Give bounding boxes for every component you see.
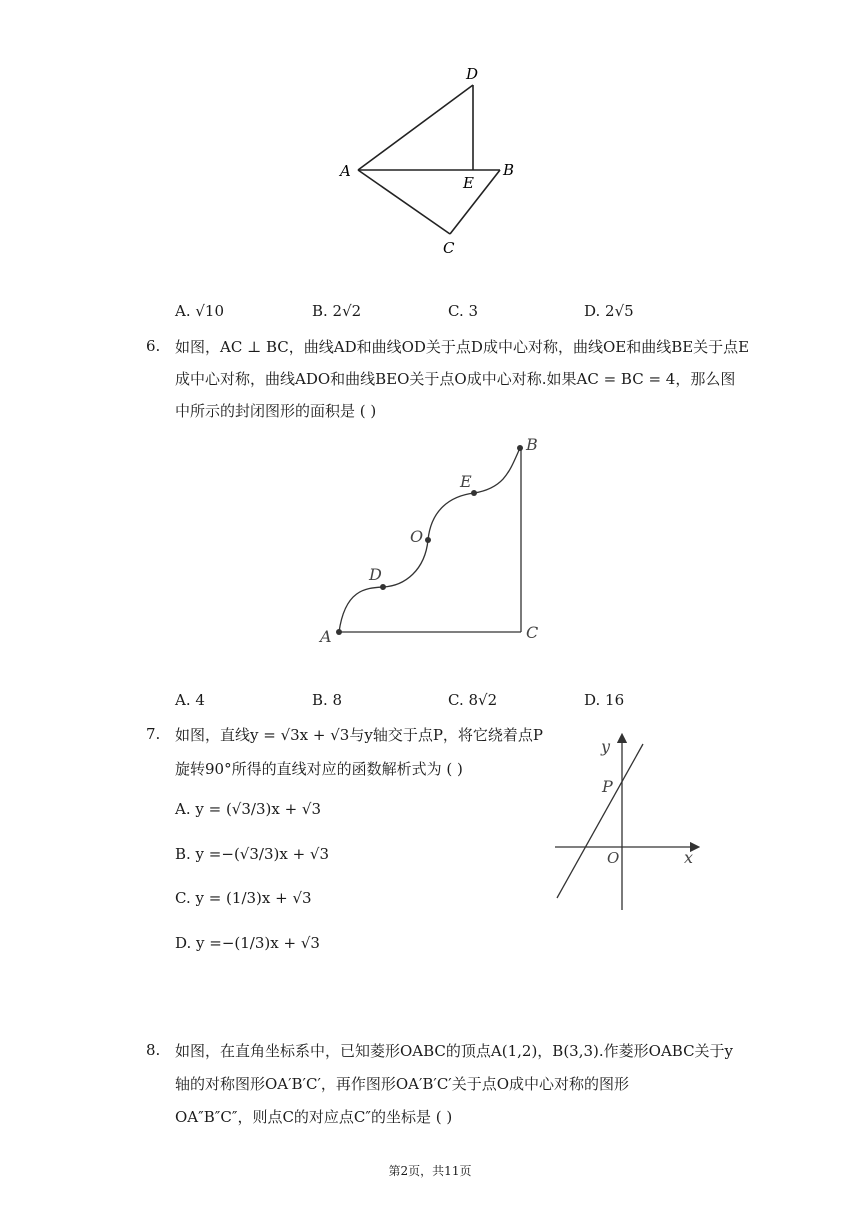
label-d: D: [466, 65, 479, 83]
label-e: E: [463, 174, 474, 192]
q7-option-c[interactable]: C. y = (1/3)x + √3: [175, 889, 312, 907]
label-e: E: [460, 472, 472, 491]
label-a: A: [320, 627, 332, 646]
label-b: B: [503, 161, 515, 179]
figure-coordinate-line: [545, 730, 705, 915]
q6-option-a[interactable]: A. 4: [175, 691, 205, 709]
q8-number: 8.: [146, 1041, 161, 1059]
page-footer: 第2页，共11页: [388, 1164, 472, 1178]
q5-option-b[interactable]: B. 2√2: [312, 302, 362, 320]
q6-option-d[interactable]: D. 16: [584, 691, 625, 709]
figure-curve-closed-shape: [310, 430, 550, 660]
q6-option-c[interactable]: C. 8√2: [448, 691, 498, 709]
q5-option-a[interactable]: A. √10: [175, 302, 225, 320]
label-y: y: [601, 737, 611, 756]
q6-option-b[interactable]: B. 8: [312, 691, 343, 709]
label-b: B: [526, 435, 538, 454]
label-p: P: [602, 777, 613, 796]
label-c: C: [443, 239, 455, 257]
label-c: C: [526, 623, 539, 642]
q7-option-d[interactable]: D. y =−(1/3)x + √3: [175, 934, 320, 952]
figure-triangle-adbc: [330, 60, 530, 260]
label-a: A: [340, 162, 351, 180]
label-d: D: [369, 565, 382, 584]
q6-text-line-1: 如图，AC ⊥ BC，曲线AD和曲线OD关于点D成中心对称，曲线OE和曲线BE关于点E: [175, 338, 750, 356]
q8-text-line-1: 如图，在直角坐标系中，已知菱形OABC的顶点A(1,2)，B(3,3).作菱形OABC关于y: [175, 1042, 734, 1060]
q7-text-line-2: 旋转90°所得的直线对应的函数解析式为 ( ): [175, 760, 463, 778]
q6-text-line-2: 成中心对称，曲线ADO和曲线BEO关于点O成中心对称.如果AC = BC = 4，那么图: [175, 370, 736, 388]
q5-option-c[interactable]: C. 3: [448, 302, 479, 320]
q7-number: 7.: [146, 725, 161, 743]
label-o: O: [607, 849, 620, 867]
q8-text-line-3: OA″B″C″，则点C的对应点C″的坐标是 ( ): [175, 1108, 453, 1126]
q7-option-b[interactable]: B. y =−(√3/3)x + √3: [175, 845, 330, 863]
label-x: x: [684, 848, 694, 867]
q7-option-a[interactable]: A. y = (√3/3)x + √3: [175, 800, 322, 818]
q8-text-line-2: 轴的对称图形OA′B′C′，再作图形OA′B′C′关于点O成中心对称的图形: [175, 1075, 629, 1093]
label-o: O: [410, 527, 424, 546]
q6-number: 6.: [146, 337, 161, 355]
q5-option-d[interactable]: D. 2√5: [584, 302, 634, 320]
q7-text-line-1: 如图，直线y = √3x + √3与y轴交于点P，将它绕着点P: [175, 726, 544, 744]
q6-text-line-3: 中所示的封闭图形的面积是 ( ): [175, 402, 377, 420]
